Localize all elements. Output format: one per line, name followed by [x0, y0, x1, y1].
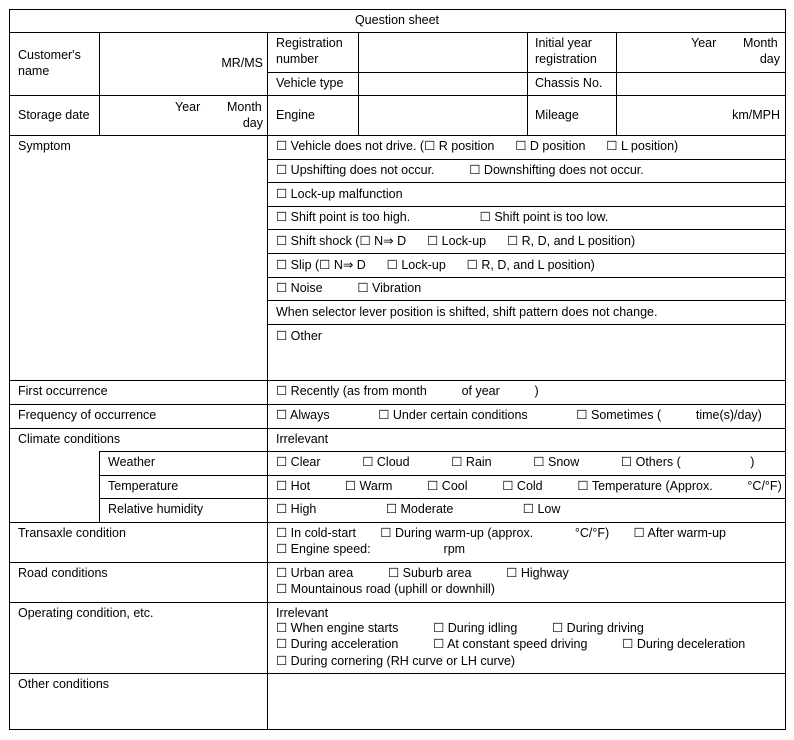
day-label: day [242, 116, 263, 130]
rule [267, 32, 268, 730]
year-label: Year [175, 100, 201, 114]
symptom-option[interactable]: ☐ Lock-up malfunction [276, 187, 403, 201]
operating-irrelevant: Irrelevant [276, 606, 329, 620]
chassis-label: Chassis No. [535, 76, 603, 90]
year-label: Year [691, 36, 717, 50]
rule [9, 602, 785, 603]
customer-name-label: Customer's [18, 48, 81, 62]
symptom-option[interactable]: ☐ Noise ☐ Vibration [276, 281, 422, 295]
border-bottom [9, 729, 785, 730]
rule [9, 522, 785, 523]
rule [9, 135, 785, 136]
rule [267, 229, 785, 230]
mileage-unit: km/MPH [732, 108, 780, 122]
storage-date-label: Storage date [18, 108, 90, 122]
registration-label: Registration [276, 36, 343, 50]
climate-label: Climate conditions [18, 432, 121, 446]
rule [267, 159, 785, 160]
road-option[interactable]: ☐ Mountainous road (uphill or downhill) [276, 582, 495, 596]
rule [267, 253, 785, 254]
symptom-option[interactable]: ☐ Upshifting does not occur. ☐ Downshifting does not occur. [276, 163, 644, 177]
rule [527, 32, 528, 136]
rule [99, 451, 100, 523]
rule [99, 451, 785, 452]
symptom-label: Symptom [18, 139, 71, 153]
customer-name-field[interactable]: MR/MS [221, 56, 263, 70]
symptom-option[interactable]: ☐ Shift shock (☐ N⇒ D ☐ Lock-up ☐ R, D, and L position) [276, 234, 636, 248]
other-conditions-label: Other conditions [18, 677, 110, 691]
weather-option[interactable]: ☐ Clear ☐ Cloud ☐ Rain ☐ Snow ☐ Others ( ) [276, 455, 755, 469]
symptom-option[interactable]: ☐ Shift point is too high. ☐ Shift point is too low. [276, 210, 609, 224]
symptom-option[interactable]: ☐ Other [276, 329, 322, 343]
operating-label: Operating condition, etc. [18, 606, 154, 620]
transaxle-label: Transaxle condition [18, 526, 126, 540]
vehicle-type-label: Vehicle type [276, 76, 344, 90]
rule [9, 95, 785, 96]
rule [9, 32, 785, 33]
rule [9, 404, 785, 405]
border-left [9, 9, 10, 730]
rule [9, 428, 785, 429]
engine-label: Engine [276, 108, 315, 122]
rule [267, 277, 785, 278]
border-right [785, 9, 786, 730]
rule [99, 475, 785, 476]
road-option[interactable]: ☐ Urban area ☐ Suburb area ☐ Highway [276, 566, 569, 580]
symptom-option[interactable]: ☐ Vehicle does not drive. (☐ R position ☐ D position ☐ L position) [276, 139, 679, 153]
month-label: Month [227, 100, 262, 114]
frequency-label: Frequency of occurrence [18, 408, 157, 422]
humidity-option[interactable]: ☐ High ☐ Moderate ☐ Low [276, 502, 561, 516]
day-label: day [759, 52, 780, 66]
initial-reg-label: Initial year [535, 36, 592, 50]
rule [9, 380, 785, 381]
registration-label: number [276, 52, 319, 66]
initial-reg-label: registration [535, 52, 597, 66]
road-label: Road conditions [18, 566, 108, 580]
rule [358, 32, 359, 136]
rule [267, 300, 785, 301]
first-occurrence-label: First occurrence [18, 384, 108, 398]
first-occurrence-option[interactable]: ☐ Recently (as from month of year ) [276, 384, 539, 398]
humidity-label: Relative humidity [108, 502, 204, 516]
symptom-note: When selector lever position is shifted, shift pattern does not change. [276, 305, 658, 319]
transaxle-option[interactable]: ☐ In cold-start ☐ During warm-up (approx. °C/°F) ☐ After warm-up [276, 526, 726, 540]
rule [267, 182, 785, 183]
weather-label: Weather [108, 455, 156, 469]
rule [9, 673, 785, 674]
border-top [9, 9, 785, 10]
temperature-option[interactable]: ☐ Hot ☐ Warm ☐ Cool ☐ Cold ☐ Temperature (Approx. °C/°F) [276, 479, 782, 493]
customer-name-label: name [18, 64, 50, 78]
operating-option[interactable]: ☐ During cornering (RH curve or LH curve) [276, 654, 516, 668]
operating-option[interactable]: ☐ When engine starts ☐ During idling ☐ During driving [276, 621, 644, 635]
temperature-label: Temperature [108, 479, 179, 493]
rule [99, 32, 100, 136]
transaxle-option[interactable]: ☐ Engine speed: rpm [276, 542, 466, 556]
symptom-option[interactable]: ☐ Slip (☐ N⇒ D ☐ Lock-up ☐ R, D, and L position) [276, 258, 595, 272]
mileage-label: Mileage [535, 108, 579, 122]
rule [267, 206, 785, 207]
frequency-option[interactable]: ☐ Always ☐ Under certain conditions ☐ Sometimes ( time(s)/day) [276, 408, 762, 422]
rule [267, 72, 785, 73]
rule [267, 324, 785, 325]
climate-irrelevant: Irrelevant [276, 432, 329, 446]
page-title: Question sheet [354, 13, 440, 27]
rule [9, 562, 785, 563]
month-label: Month [743, 36, 778, 50]
rule [99, 498, 785, 499]
operating-option[interactable]: ☐ During acceleration ☐ At constant speed driving ☐ During deceleration [276, 637, 746, 651]
